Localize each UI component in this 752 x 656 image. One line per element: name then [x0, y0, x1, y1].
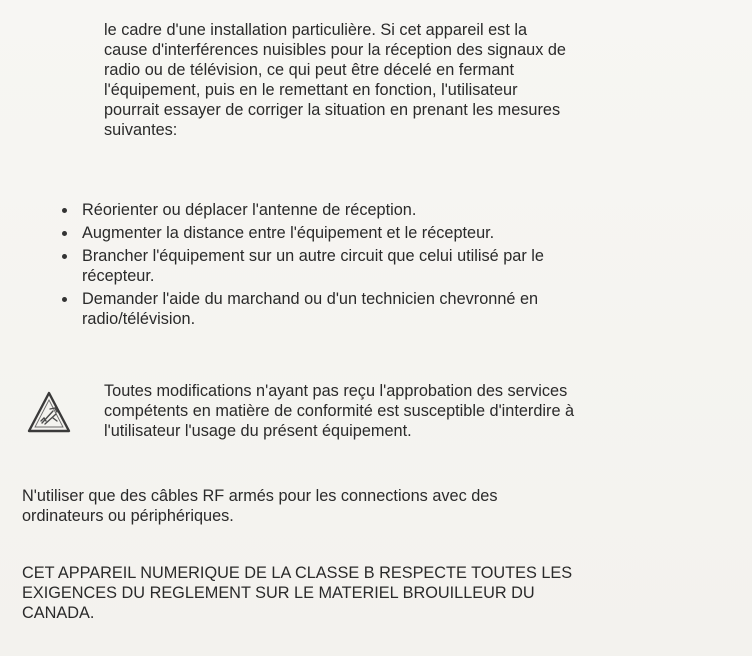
list-item [62, 246, 702, 286]
intro-line: l'équipement, puis en le remettant en fonction, l'utilisateur [104, 81, 518, 99]
bullet-icon [62, 254, 67, 259]
bullet-icon [62, 231, 67, 236]
intro-paragraph [104, 20, 664, 140]
intro-line: pourrait essayer de corriger la situation en prenant les mesures [104, 101, 561, 119]
bullet-icon [62, 208, 67, 213]
rf-cable-note [22, 486, 722, 526]
list-item-text: récepteur. [82, 267, 155, 285]
warning-triangle-icon [26, 390, 72, 436]
measures-list [62, 200, 702, 332]
rf-note-line: ordinateurs ou périphériques. [22, 507, 234, 525]
rf-note-line: N'utiliser que des câbles RF armés pour les connections avec des [22, 487, 498, 505]
bullet-icon [62, 297, 67, 302]
intro-line: suivantes: [104, 121, 178, 139]
list-item-text: Demander l'aide du marchand ou d'un technicien chevronné en [82, 290, 539, 308]
warning-line: compétents en matière de conformité est susceptible d'interdire à [104, 402, 575, 420]
intro-line: radio ou de télévision, ce qui peut être décelé en fermant [104, 61, 515, 79]
list-item-text: Augmenter la distance entre l'équipement et le récepteur. [82, 224, 495, 242]
list-item [62, 200, 702, 220]
canada-compliance-statement [22, 563, 742, 623]
list-item [62, 289, 702, 329]
list-item [62, 223, 702, 243]
canada-line: CET APPAREIL NUMERIQUE DE LA CLASSE B RESPECTE TOUTES LES [22, 564, 573, 582]
list-item-text: Brancher l'équipement sur un autre circuit que celui utilisé par le [82, 247, 544, 265]
canada-line: CANADA. [22, 604, 95, 622]
warning-line: l'utilisateur l'usage du présent équipement. [104, 422, 412, 440]
warning-line: Toutes modifications n'ayant pas reçu l'approbation des services [104, 382, 568, 400]
intro-line: cause d'interférences nuisibles pour la réception des signaux de [104, 41, 566, 59]
list-item-text: Réorienter ou déplacer l'antenne de réception. [82, 201, 417, 219]
warning-paragraph [104, 381, 724, 441]
intro-line: le cadre d'une installation particulière. Si cet appareil est la [104, 21, 528, 39]
list-item-text: radio/télévision. [82, 310, 196, 328]
canada-line: EXIGENCES DU REGLEMENT SUR LE MATERIEL BROUILLEUR DU [22, 584, 535, 602]
